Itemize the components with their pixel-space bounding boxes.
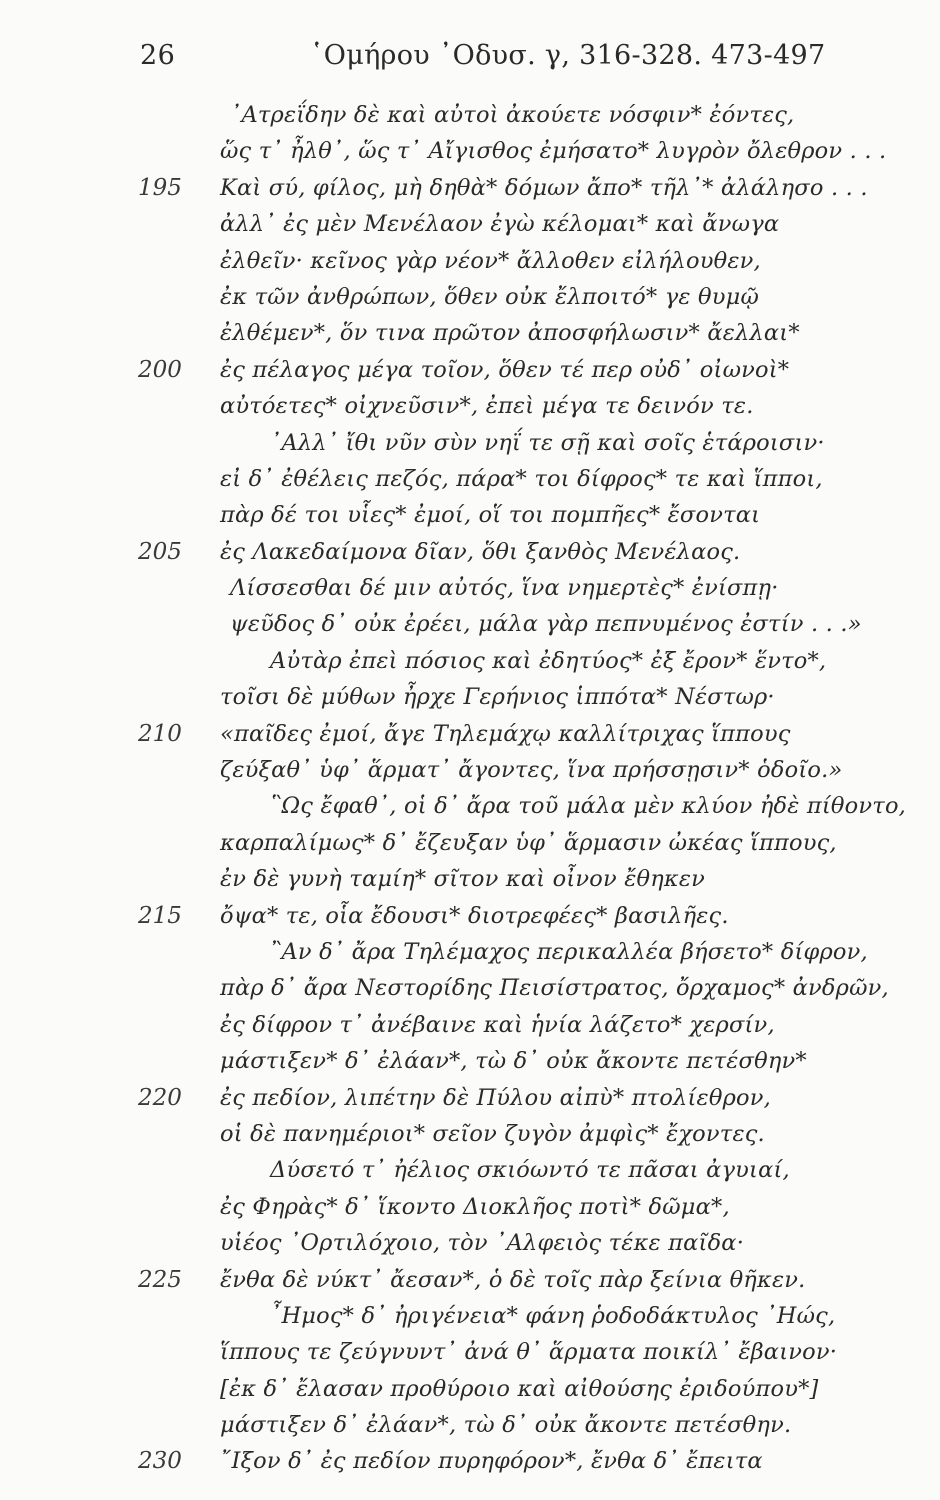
verse-line (0, 352, 940, 388)
verse-line (0, 1371, 940, 1407)
verse-line (0, 1116, 940, 1152)
verse-text: μάστιξεν δ᾿ ἐλάαν*, τὼ δ᾿ οὐκ ἄκοντε πετέσθην. (220, 1412, 792, 1439)
verse-line (0, 1262, 940, 1298)
verse-text: μάστιξεν* δ᾿ ἐλάαν*, τὼ δ᾿ οὐκ ἄκοντε πετέσθην* (220, 1048, 807, 1075)
verse-text: ἵππους τε ζεύγνυντ᾿ ἀνά θ᾿ ἅρματα ποικίλ᾿ ἔβαινον· (220, 1339, 838, 1366)
line-number: 210 (138, 720, 182, 747)
line-number: 205 (138, 538, 182, 565)
page-number: 26 (140, 40, 176, 71)
line-number: 195 (138, 174, 182, 201)
verse-line (0, 752, 940, 788)
verse-text: ἐλθεῖν· κεῖνος γὰρ νέον* ἄλλοθεν εἰλήλουθεν, (220, 247, 761, 274)
verse-text: οἱ δὲ πανημέριοι* σεῖον ζυγὸν ἀμφὶς* ἔχοντες. (220, 1120, 765, 1147)
verse-line (0, 1007, 940, 1043)
verse-text: ἐς πεδίον, λιπέτην δὲ Πύλου αἰπὺ* πτολίεθρον, (220, 1084, 771, 1111)
line-number: 220 (138, 1084, 182, 1111)
verse-text: Δύσετό τ᾿ ἠέλιος σκιόωντό τε πᾶσαι ἀγυιαί, (270, 1157, 790, 1184)
line-number: 225 (138, 1266, 182, 1293)
verse-text: ἀλλ᾿ ἐς μὲν Μενέλαον ἐγὼ κέλομαι* καὶ ἄνωγα (220, 211, 780, 238)
verse-text: ζεύξαθ᾿ ὑφ᾿ ἅρματ᾿ ἄγοντες, ἵνα πρήσσῃσιν* ὁδοῖο.» (220, 757, 843, 784)
line-number: 215 (138, 902, 182, 929)
verse-text: ἐς δίφρον τ᾿ ἀνέβαινε καὶ ἡνία λάζετο* χερσίν, (220, 1011, 775, 1038)
verse-text: ῎Ιξον δ᾿ ἐς πεδίον πυρηφόρον*, ἔνθα δ᾿ ἔπειτα (220, 1448, 763, 1475)
verse-line (0, 1334, 940, 1370)
verse-text: ἐλθέμεν*, ὅν τινα πρῶτον ἀποσφήλωσιν* ἄελλαι* (220, 320, 800, 347)
verse-line (0, 315, 940, 351)
verse-line (0, 788, 940, 824)
verse-line (0, 1298, 940, 1334)
verse-line (0, 1225, 940, 1261)
verse-text: τοῖσι δὲ μύθων ἦρχε Γερήνιος ἱππότα* Νέστωρ· (220, 684, 775, 711)
verse-text: [ἐκ δ᾿ ἔλασαν προθύροιο καὶ αἰθούσης ἐριδούπου*] (220, 1375, 819, 1402)
page-header (0, 40, 940, 80)
verse-line (0, 1043, 940, 1079)
verse-line (0, 1189, 940, 1225)
verse-text: ᾿Αλλ᾿ ἴθι νῦν σὺν νηΐ τε σῇ καὶ σοῖς ἑτάροισιν· (270, 429, 825, 456)
verse-line (0, 425, 940, 461)
verse-text: ἔνθα δὲ νύκτ᾿ ἄεσαν*, ὁ δὲ τοῖς πὰρ ξείνια θῆκεν. (220, 1266, 806, 1293)
verse-line (0, 243, 940, 279)
verse-line (0, 825, 940, 861)
verse-line (0, 133, 940, 169)
verse-line (0, 170, 940, 206)
verse-line (0, 898, 940, 934)
verse-text: ᾿Ατρεΐδην δὲ καὶ αὐτοὶ ἀκούετε νόσφιν* ἐόντες, (230, 102, 795, 128)
verse-line (0, 461, 940, 497)
verse-text: ἐς Φηρὰς* δ᾿ ἵκοντο Διοκλῆος ποτὶ* δῶμα*, (220, 1193, 730, 1220)
verse-text: ψεῦδος δ᾿ οὐκ ἐρέει, μάλα γὰρ πεπνυμένος ἐστίν . . .» (230, 611, 862, 638)
verse-text: Καὶ σύ, φίλος, μὴ δηθὰ* δόμων ἄπο* τῆλ᾿* ἀλάλησο . . . (220, 174, 868, 201)
verse-line (0, 643, 940, 679)
verse-text: αὐτόετες* οἰχνεῦσιν*, ἐπεὶ μέγα τε δεινόν τε. (220, 393, 754, 420)
verse-text: ὄψα* τε, οἷα ἔδουσι* διοτρεφέες* βασιλῆες. (220, 902, 729, 929)
verse-text: πὰρ δ᾿ ἄρα Νεστορίδης Πεισίστρατος, ὄρχαμος* ἀνδρῶν, (220, 975, 889, 1002)
verse-line (0, 570, 940, 606)
verse-text: υἱέος ᾿Ορτιλόχοιο, τὸν ᾿Αλφειὸς τέκε παῖδα· (220, 1230, 745, 1257)
running-title: ῾Ομήρου ᾿Οδυσ. γ, 316-328. 473-497 (310, 40, 826, 71)
verse-line (0, 279, 940, 315)
verse-text: καρπαλίμως* δ᾿ ἔζευξαν ὑφ᾿ ἅρμασιν ὠκέας ἵππους, (220, 829, 837, 856)
verse-text: ῝Ως ἔφαθ᾿, οἱ δ᾿ ἄρα τοῦ μάλα μὲν κλύον ἠδὲ πίθοντο, (270, 793, 907, 820)
line-number: 200 (138, 356, 182, 383)
verse-line (0, 497, 940, 533)
verse-block (0, 97, 940, 1480)
verse-line (0, 934, 940, 970)
verse-text: Αὐτὰρ ἐπεὶ πόσιος καὶ ἐδητύος* ἐξ ἔρον* ἕντο*, (270, 647, 827, 674)
verse-text: ῏Ημος* δ᾿ ἠριγένεια* φάνη ῥοδοδάκτυλος ᾿Ηώς, (270, 1302, 836, 1329)
verse-line (0, 1407, 940, 1443)
verse-text: πὰρ δέ τοι υἷες* ἐμοί, οἵ τοι πομπῆες* ἔσονται (220, 502, 761, 529)
verse-line (0, 1152, 940, 1188)
verse-text: ὥς τ᾿ ἦλθ᾿, ὥς τ᾿ Αἴγισθος ἐμήσατο* λυγρὸν ὄλεθρον . . . (220, 138, 887, 165)
verse-text: ἐς Λακεδαίμονα δῖαν, ὅθι ξανθὸς Μενέλαος. (220, 538, 741, 565)
verse-text: ἐς πέλαγος μέγα τοῖον, ὅθεν τέ περ οὐδ᾿ οἰωνοὶ* (220, 356, 790, 383)
verse-line (0, 1080, 940, 1116)
line-number: 230 (138, 1448, 182, 1475)
verse-text: «παῖδες ἐμοί, ἄγε Τηλεμάχῳ καλλίτριχας ἵππους (220, 720, 791, 747)
verse-line (0, 679, 940, 715)
verse-line (0, 534, 940, 570)
verse-line (0, 970, 940, 1006)
verse-text: εἰ δ᾿ ἐθέλεις πεζός, πάρα* τοι δίφρος* τε καὶ ἵπποι, (220, 465, 823, 492)
verse-line (0, 206, 940, 242)
verse-text: ἐκ τῶν ἀνθρώπων, ὅθεν οὐκ ἔλποιτό* γε θυμῷ (220, 283, 759, 310)
verse-line (0, 388, 940, 424)
verse-line (0, 606, 940, 642)
verse-line (0, 1443, 940, 1479)
verse-line (0, 716, 940, 752)
verse-line (0, 97, 940, 133)
verse-text: ῍Αν δ᾿ ἄρα Τηλέμαχος περικαλλέα βήσετο* δίφρον, (270, 938, 868, 965)
verse-text: Λίσσεσθαι δέ μιν αὐτός, ἵνα νημερτὲς* ἐνίσπῃ· (230, 575, 779, 602)
verse-line (0, 861, 940, 897)
verse-text: ἐν δὲ γυνὴ ταμίη* σῖτον καὶ οἶνον ἔθηκεν (220, 866, 706, 893)
